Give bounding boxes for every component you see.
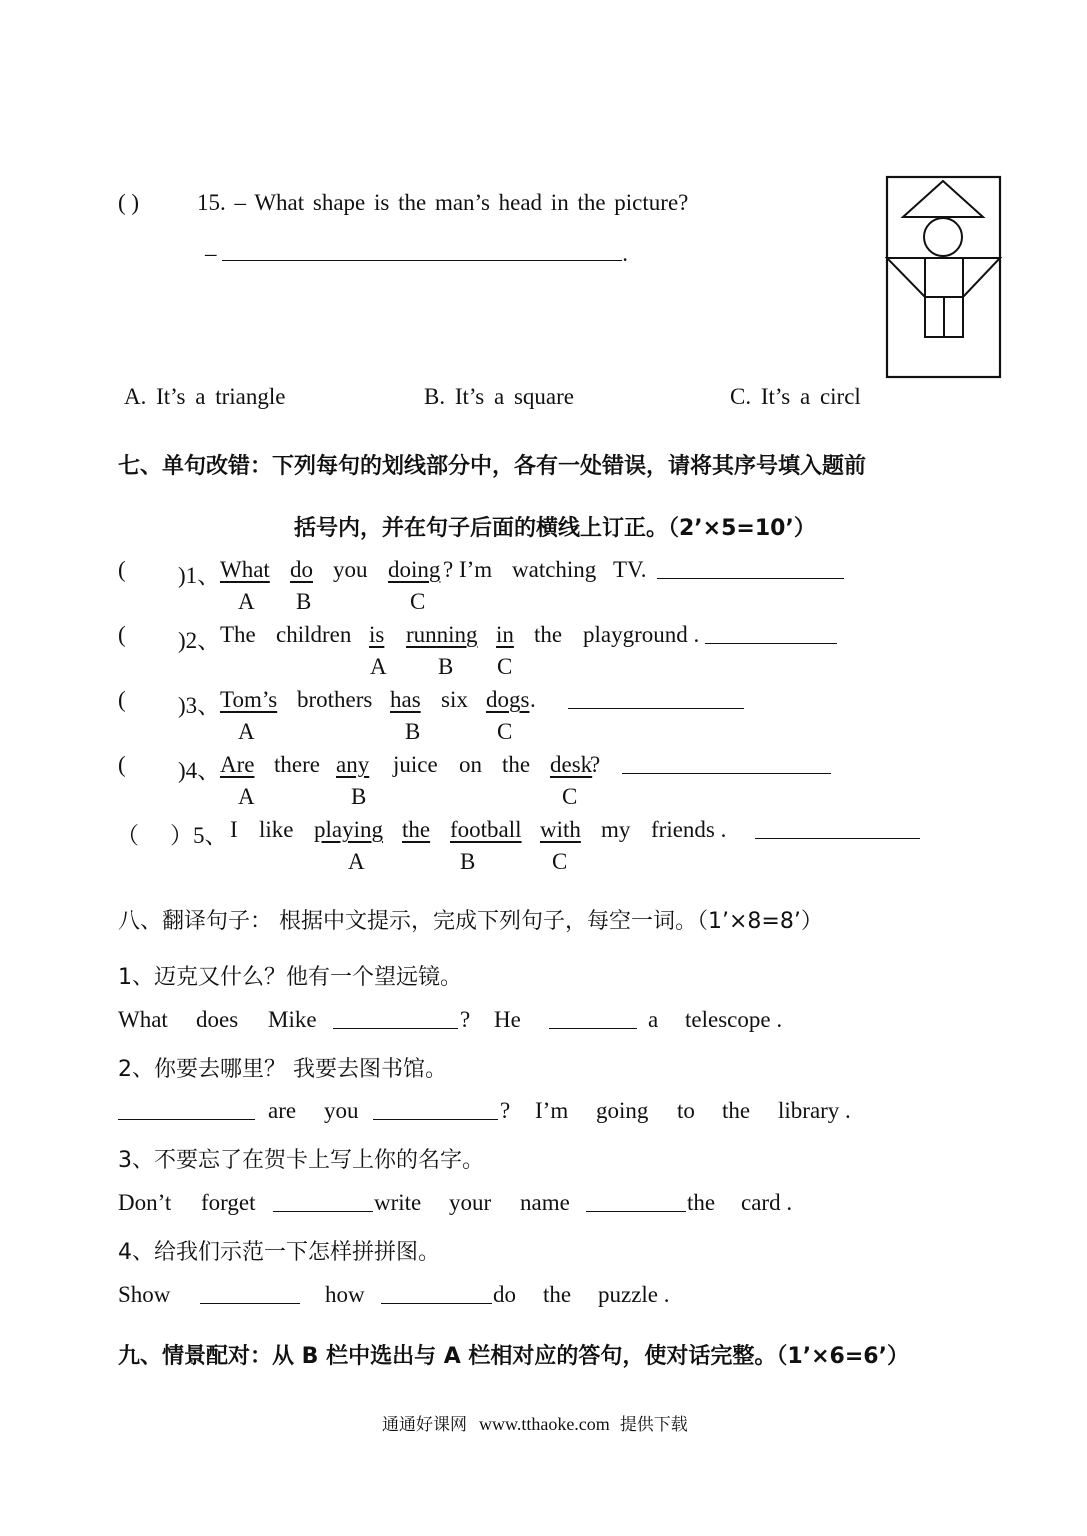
section8-title: 八、翻译句子： 根据中文提示，完成下列句子，每空一词。（1’×8=8’） (118, 909, 823, 934)
s7-item4-word: juice (393, 752, 438, 777)
s7-item4-paren: ( (118, 752, 126, 777)
s7-item3-correction-blank[interactable] (568, 688, 744, 709)
s7-item1-word: ? I’m (443, 557, 493, 582)
s8-item3-word: name (520, 1190, 570, 1215)
s7-item4-letter: B (351, 784, 367, 809)
s8-item1-word: does (196, 1007, 239, 1032)
s8-item4-word: do (493, 1282, 516, 1307)
s7-item2-paren: ( (118, 622, 126, 647)
s7-item4-correction-blank[interactable] (622, 753, 831, 774)
s7-item1-word: doing (388, 557, 441, 582)
q15-paren: ( ) (118, 190, 140, 215)
s7-item1-correction-blank[interactable] (657, 558, 844, 579)
s7-item2-letter: B (438, 654, 454, 679)
s7-item4-word: on (459, 752, 482, 777)
s7-item3-letter: C (497, 719, 513, 744)
s7-item4-word: ? (590, 752, 601, 777)
s7-item2-word: is (369, 622, 385, 647)
footer-site-name: 通通好课网 (382, 1415, 467, 1435)
s7-item2-letter: C (497, 654, 513, 679)
s7-item3-word: dogs (486, 687, 530, 712)
s7-item4-letter: C (562, 784, 578, 809)
s8-item4-word: puzzle . (598, 1282, 670, 1307)
s7-item5-word: football (450, 817, 522, 842)
s7-item4-letter: A (238, 784, 255, 809)
q15-option-b: B. It’s a square (424, 384, 574, 409)
s7-item1-word: you (333, 557, 368, 582)
s7-item5-letter: B (460, 849, 476, 874)
s7-item2-word: in (496, 622, 514, 647)
s8-item3-blank[interactable] (586, 1191, 686, 1212)
s7-item1-letter: C (410, 589, 426, 614)
s8-item2-chinese: 2、你要去哪里？ 我要去图书馆。 (118, 1057, 447, 1082)
s7-item5-number: ）5、 (170, 823, 228, 848)
s7-item3-letter: B (405, 719, 421, 744)
s8-item3-word: card . (741, 1190, 793, 1215)
s8-item3-word: write (374, 1190, 422, 1215)
s8-item1-blank[interactable] (333, 1008, 458, 1029)
s7-item4-word: desk (550, 752, 593, 777)
s7-item2-word: running (406, 622, 478, 647)
s8-item4-word: Show (118, 1282, 171, 1307)
s7-item3-word: brothers (297, 687, 373, 712)
s7-item1-letter: B (296, 589, 312, 614)
s8-item1-blank[interactable] (549, 1008, 637, 1029)
s7-item5-correction-blank[interactable] (755, 818, 920, 839)
s7-item4-word: any (336, 752, 370, 777)
s7-item4-word: the (502, 752, 531, 777)
s7-item1-word: do (290, 557, 313, 582)
section9-title: 九、情景配对：从 B 栏中选出与 A 栏相对应的答句，使对话完整。（1’×6=6’） (118, 1344, 909, 1369)
s7-item3-number: )3、 (178, 693, 221, 718)
s7-item4-number: )4、 (178, 758, 221, 783)
s8-item2-word: I’m (535, 1098, 569, 1123)
s7-item5-letter: C (552, 849, 568, 874)
s8-item3-word: your (449, 1190, 492, 1215)
s8-item2-word: library . (778, 1098, 851, 1123)
s8-item3-blank[interactable] (273, 1191, 373, 1212)
s7-item1-letter: A (238, 589, 255, 614)
s8-item2-word: are (268, 1098, 297, 1123)
s7-item2-number: )2、 (178, 628, 221, 653)
q15-answer-blank (222, 240, 622, 261)
footer-url[interactable]: www.tthaoke.com (479, 1414, 610, 1434)
s8-item3-chinese: 3、不要忘了在贺卡上写上你的名字。 (118, 1148, 484, 1173)
s7-item5-word: like (259, 817, 294, 842)
q15-stem: 15. – What shape is the man’s head in the picture? (197, 190, 689, 215)
s7-item5-paren: （ (116, 823, 139, 848)
s8-item1-word: ? (460, 1007, 471, 1032)
s8-item2-word: the (722, 1098, 751, 1123)
s8-item2-blank[interactable] (118, 1099, 255, 1120)
q15-answer-tail: . (622, 241, 628, 266)
s7-item5-word: playing (314, 817, 383, 842)
s7-item1-word: watching (512, 557, 597, 582)
s8-item1-chinese: 1、迈克又什么？他有一个望远镜。 (118, 965, 462, 990)
s8-item4-chinese: 4、给我们示范一下怎样拼拼图。 (118, 1240, 440, 1265)
s7-item5-word: friends . (651, 817, 727, 842)
s7-item2-word: The (220, 622, 256, 647)
s7-item5-word: my (601, 817, 631, 842)
s7-item2-word: children (276, 622, 352, 647)
s8-item3-word: the (687, 1190, 716, 1215)
s8-item1-word: telescope . (685, 1007, 783, 1032)
s7-item5-word: I (230, 817, 238, 842)
page-footer (382, 1410, 688, 1435)
s7-item5-letter: A (348, 849, 365, 874)
s7-item3-word: has (390, 687, 421, 712)
s8-item2-word: going (596, 1098, 649, 1123)
s7-item2-correction-blank[interactable] (705, 623, 837, 644)
s8-item2-word: to (677, 1098, 695, 1123)
s7-item1-number: )1、 (178, 563, 221, 588)
footer-download: 提供下载 (619, 1415, 688, 1435)
s8-item1-word: He (494, 1007, 521, 1032)
s8-item4-blank[interactable] (200, 1283, 300, 1304)
s8-item4-word: the (543, 1282, 572, 1307)
q15-option-a: A. It’s a triangle (124, 384, 286, 409)
section7-title-line2: 括号内，并在句子后面的横线上订正。（2’×5=10’） (294, 516, 816, 541)
s8-item3-word: Don’t (118, 1190, 172, 1215)
s7-item3-word: Tom’s (220, 687, 278, 712)
s8-item4-blank[interactable] (381, 1283, 492, 1304)
s7-item3-word: . (530, 687, 536, 712)
s7-item3-word: six (441, 687, 468, 712)
man-shape-picture (885, 175, 1003, 380)
s8-item1-word: What (118, 1007, 168, 1032)
s7-item4-word: Are (220, 752, 255, 777)
s7-item2-word: playground . (583, 622, 700, 647)
s8-item2-blank[interactable] (373, 1099, 498, 1120)
q15-answer-dash: – (205, 241, 217, 266)
s7-item4-word: there (274, 752, 320, 777)
section7-title-line1: 七、单句改错：下列每句的划线部分中，各有一处错误，请将其序号填入题前 (118, 454, 867, 479)
s7-item1-paren: ( (118, 557, 126, 582)
s8-item3-word: forget (201, 1190, 256, 1215)
s7-item5-word: the (402, 817, 431, 842)
s7-item3-paren: ( (118, 687, 126, 712)
s8-item2-word: you (324, 1098, 359, 1123)
q15-option-c: C. It’s a circl (730, 384, 861, 409)
s7-item3-letter: A (238, 719, 255, 744)
s8-item1-word: Mike (268, 1007, 317, 1032)
s8-item4-word: how (325, 1282, 365, 1307)
s7-item1-word: TV. (613, 557, 647, 582)
s7-item5-word: with (540, 817, 581, 842)
s8-item1-word: a (648, 1007, 659, 1032)
q15-answer-line (205, 240, 628, 267)
s7-item2-letter: A (370, 654, 387, 679)
s8-item2-word: ? (500, 1098, 511, 1123)
s7-item2-word: the (534, 622, 563, 647)
s7-item1-word: What (220, 557, 270, 582)
